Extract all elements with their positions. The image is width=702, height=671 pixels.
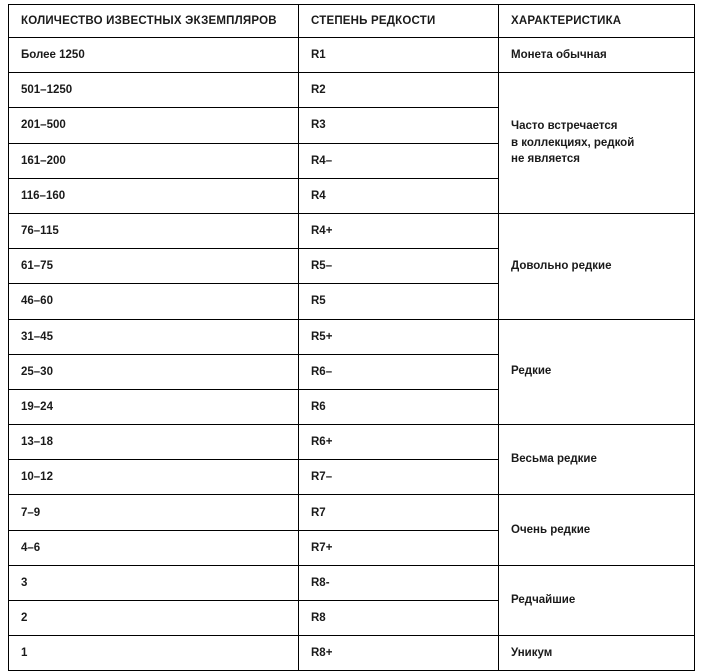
characteristic-line: в коллекциях, редкой <box>511 136 635 149</box>
cell-characteristic <box>499 565 695 635</box>
cell-known-specimens: 76–115 <box>9 213 299 248</box>
cell-rarity-grade: R6 <box>299 389 499 424</box>
cell-known-specimens: 7–9 <box>9 495 299 530</box>
table-row <box>9 213 695 248</box>
characteristic-line: Часто встречается <box>511 120 618 133</box>
cell-characteristic <box>499 213 695 319</box>
table-row <box>9 319 695 354</box>
cell-characteristic <box>499 73 695 214</box>
cell-known-specimens: 31–45 <box>9 319 299 354</box>
cell-known-specimens: 116–160 <box>9 178 299 213</box>
cell-known-specimens: 501–1250 <box>9 73 299 108</box>
cell-known-specimens: 10–12 <box>9 460 299 495</box>
table-header-row <box>9 5 695 38</box>
table-row <box>9 495 695 530</box>
cell-known-specimens: 13–18 <box>9 425 299 460</box>
cell-known-specimens: 61–75 <box>9 249 299 284</box>
characteristic-line: не является <box>511 153 581 166</box>
table-row <box>9 73 695 108</box>
table-header <box>9 5 695 38</box>
characteristic-line: Редчайшие <box>511 594 576 607</box>
table-row <box>9 565 695 600</box>
cell-known-specimens: 46–60 <box>9 284 299 319</box>
cell-rarity-grade: R7+ <box>299 530 499 565</box>
cell-rarity-grade: R7– <box>299 460 499 495</box>
cell-rarity-grade: R8- <box>299 565 499 600</box>
column-header-count: КОЛИЧЕСТВО ИЗВЕСТНЫХ ЭКЗЕМПЛЯРОВ <box>9 5 299 38</box>
cell-rarity-grade: R4– <box>299 143 499 178</box>
cell-rarity-grade: R8 <box>299 601 499 636</box>
characteristic-line: Уникум <box>511 646 553 659</box>
cell-rarity-grade: R6+ <box>299 425 499 460</box>
cell-rarity-grade: R7 <box>299 495 499 530</box>
cell-rarity-grade: R3 <box>299 108 499 143</box>
cell-rarity-grade: R5 <box>299 284 499 319</box>
cell-known-specimens: 3 <box>9 565 299 600</box>
cell-rarity-grade: R6– <box>299 354 499 389</box>
column-header-characteristic: ХАРАКТЕРИСТИКА <box>499 5 695 38</box>
cell-rarity-grade: R1 <box>299 38 499 73</box>
characteristic-line: Довольно редкие <box>511 259 612 272</box>
cell-rarity-grade: R8+ <box>299 636 499 671</box>
cell-known-specimens: 161–200 <box>9 143 299 178</box>
cell-known-specimens: 4–6 <box>9 530 299 565</box>
cell-known-specimens: 1 <box>9 636 299 671</box>
cell-known-specimens: 201–500 <box>9 108 299 143</box>
table-body <box>9 38 695 671</box>
table-row <box>9 425 695 460</box>
characteristic-line: Весьма редкие <box>511 453 597 466</box>
cell-known-specimens: 2 <box>9 601 299 636</box>
cell-characteristic <box>499 425 695 495</box>
coin-rarity-table <box>8 4 695 671</box>
table-row <box>9 38 695 73</box>
cell-characteristic <box>499 495 695 565</box>
cell-known-specimens: 25–30 <box>9 354 299 389</box>
cell-known-specimens: Более 1250 <box>9 38 299 73</box>
rarity-table-container <box>0 4 702 671</box>
cell-rarity-grade: R4 <box>299 178 499 213</box>
characteristic-line: Очень редкие <box>511 523 591 536</box>
characteristic-line: Монета обычная <box>511 48 607 61</box>
cell-rarity-grade: R5+ <box>299 319 499 354</box>
cell-rarity-grade: R2 <box>299 73 499 108</box>
cell-characteristic <box>499 38 695 73</box>
cell-known-specimens: 19–24 <box>9 389 299 424</box>
cell-rarity-grade: R5– <box>299 249 499 284</box>
characteristic-line: Редкие <box>511 365 552 378</box>
cell-rarity-grade: R4+ <box>299 213 499 248</box>
column-header-grade: СТЕПЕНЬ РЕДКОСТИ <box>299 5 499 38</box>
cell-characteristic <box>499 319 695 425</box>
